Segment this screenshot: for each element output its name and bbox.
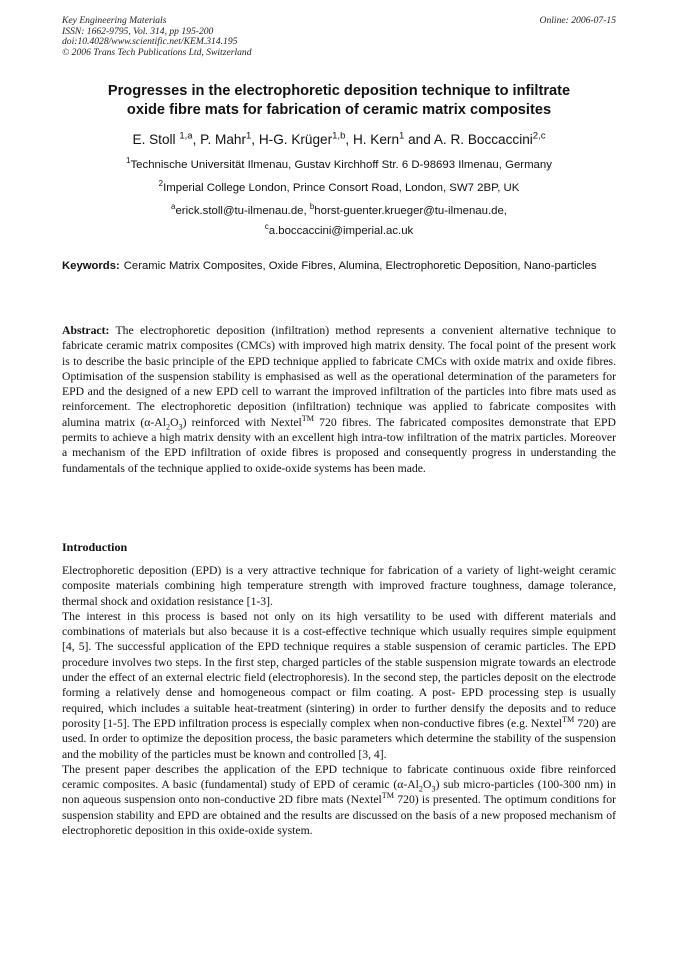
body-text: The present paper describes the application of the EPD technique to fabricate continuous oxide fibre reinforced ceramic composites. A basic (fundamental) study of EPD of ceramic (α-Al <box>62 762 616 792</box>
journal-name: Key Engineering Materials <box>62 15 167 26</box>
author-name: P. Mahr <box>200 132 246 147</box>
email-mark: a <box>171 202 176 212</box>
author-affiliation-mark: 1 <box>246 130 252 142</box>
author-affiliation-mark: 1,a <box>179 130 193 142</box>
introduction-heading: Introduction <box>62 540 128 554</box>
keywords-text: Ceramic Matrix Composites, Oxide Fibres, Alumina, Electrophoretic Deposition, Nano-particles <box>123 260 597 272</box>
body-text: 720) are used. In order to optimize the deposition process, the basic parameters which determine the stability of the suspension and the mobility of the particles must be known and controlled [3, 4]. <box>62 716 616 761</box>
subscript: 3 <box>178 422 183 432</box>
subscript: 2 <box>418 784 424 794</box>
trademark-mark: TM <box>562 715 575 725</box>
email-mark: b <box>309 202 315 212</box>
author-affiliation-mark: 2,c <box>532 130 546 142</box>
body-text: The interest in this process is based not only on its high versatility to be used with different materials and combinations of materials but also because it is a cost-effective technique which usually requires simple equipment [4, 5]. The successful application of the EPD technique requires a stable suspension of ceramic particles. The EPD procedure involves two steps. In the first step, charged particles of the stable suspension migrate towards an electrode under the effect of an external electric field (electrophoresis). In the second step, the particles deposit on the electrode forming a relatively dense and homogeneous compact or film coating. A post- EPD processing step is usually required, which includes a suitable heat-treatment (sintering) in order to further densify the deposits and to reduce porosity [1-5]. The EPD infiltration process is especially complex when non-conductive fibres (e.g. Nextel <box>62 609 616 730</box>
author-affiliation-mark: 1 <box>399 130 405 142</box>
affiliation-mark: 1 <box>126 156 131 166</box>
body-paragraph <box>62 609 616 762</box>
email-mark: c <box>264 222 269 232</box>
subscript: 3 <box>431 784 436 794</box>
abstract-text: ) reinforced with Nextel <box>182 415 302 429</box>
body-text: 720) is presented. The optimum conditions for suspension stability and EPD are obtained and the results are discussed on the basis of a new proposed mechanism of electrophoretic deposition in this oxide-oxide system. <box>62 793 616 838</box>
affiliation-2 <box>62 181 616 195</box>
body-paragraph: Electrophoretic deposition (EPD) is a very attractive technique for fabrication of a variety of light-weight ceramic composite materials combining high temperature strength with improved fracture toughness, damage tolerance, thermal shock and oxidation resistance [1-3]. <box>62 564 616 608</box>
abstract-text: O <box>170 415 179 429</box>
abstract-paragraph <box>62 323 616 476</box>
email-line-1 <box>62 204 616 218</box>
trademark-mark: TM <box>301 413 315 423</box>
author-name: A. R. Boccaccini <box>433 132 533 147</box>
email-address: a.boccaccini@imperial.ac.uk <box>268 225 414 237</box>
author-name: E. Stoll <box>132 132 176 147</box>
email-line-2 <box>62 224 616 238</box>
body-paragraph <box>62 762 616 838</box>
body-text: ) sub micro-particles (100-300 nm) in non aqueous suspension onto non-conductive 2D fibre mats (Nextel <box>62 778 616 807</box>
author-name: H-G. Krüger <box>258 132 333 147</box>
subscript: 2 <box>165 422 171 432</box>
online-date: Online: 2006-07-15 <box>539 15 616 26</box>
body-text: O <box>423 778 432 792</box>
abstract-text: 720 fibres. The fabricated composites demonstrate that EPD permits to achieve a high matrix density with an excellent high intra-tow infiltration of the matrix particles. Moreover a mechanism of the EPD infiltration of oxide fibres is proposed and consequently progress in understanding the fundamentals of the technique applied to oxide-oxide systems has been made. <box>62 415 616 475</box>
introduction-body <box>62 563 616 838</box>
issn-line: ISSN: 1662-9795, Vol. 314, pp 195-200 <box>62 25 214 37</box>
abstract-text: The electrophoretic deposition (infiltration) method represents a convenient alternative technique to fabricate ceramic matrix composites (CMCs) with improved high matrix density. The focal point of the present work is to describe the basic principle of the EPD technique applied to fabricate CMCs with oxide matrix and oxide fibres. Optimisation of the suspension stability is emphasised as well as the operational determination of the parameters for EPD and the designed of a new EPD cell to warrant the improved infiltration of the particles into fibre mats used as reinforcement. The electrophoretic deposition (infiltration) technique was applied to fabricate composites with alumina matrix (α-Al <box>62 324 616 429</box>
copyright-line: © 2006 Trans Tech Publications Ltd, Switzerland <box>62 46 252 58</box>
author-list: E. Stoll $^{1,a}$, P. Mahr$^1$, H-G. Krüger$^{1,b}$, H. Kern$^1$ and A. R. Boccaccini$^{2,c}$ <box>132 130 546 147</box>
journal-header <box>62 16 252 58</box>
keywords-block <box>62 259 616 273</box>
keywords-label: Keywords: <box>62 260 120 272</box>
paper-title <box>62 82 616 120</box>
email-address: erick.stoll@tu-ilmenau.de, <box>175 205 307 217</box>
affiliation-mark: 2 <box>158 179 164 189</box>
trademark-mark: TM <box>381 791 395 801</box>
doi-line: doi:10.4028/www.scientific.net/KEM.314.195 <box>62 36 238 48</box>
title-line-2: oxide fibre mats for fabrication of ceramic matrix composites <box>126 102 552 118</box>
title-line-1: Progresses in the electrophoretic deposition technique to infiltrate <box>107 83 571 99</box>
affiliation-text: Imperial College London, Prince Consort Road, London, SW7 2BP, UK <box>163 182 520 194</box>
affiliation-text: Technische Universität Ilmenau, Gustav Kirchhoff Str. 6 D-98693 Ilmenau, Germany <box>130 159 552 171</box>
email-address: horst-guenter.krueger@tu-ilmenau.de, <box>314 205 507 217</box>
author-affiliation-mark: 1,b <box>332 130 346 142</box>
affiliation-1 <box>62 158 616 172</box>
author-name: H. Kern <box>352 132 400 147</box>
abstract-label: Abstract: <box>62 324 110 337</box>
author-conjunction: and <box>408 132 431 147</box>
